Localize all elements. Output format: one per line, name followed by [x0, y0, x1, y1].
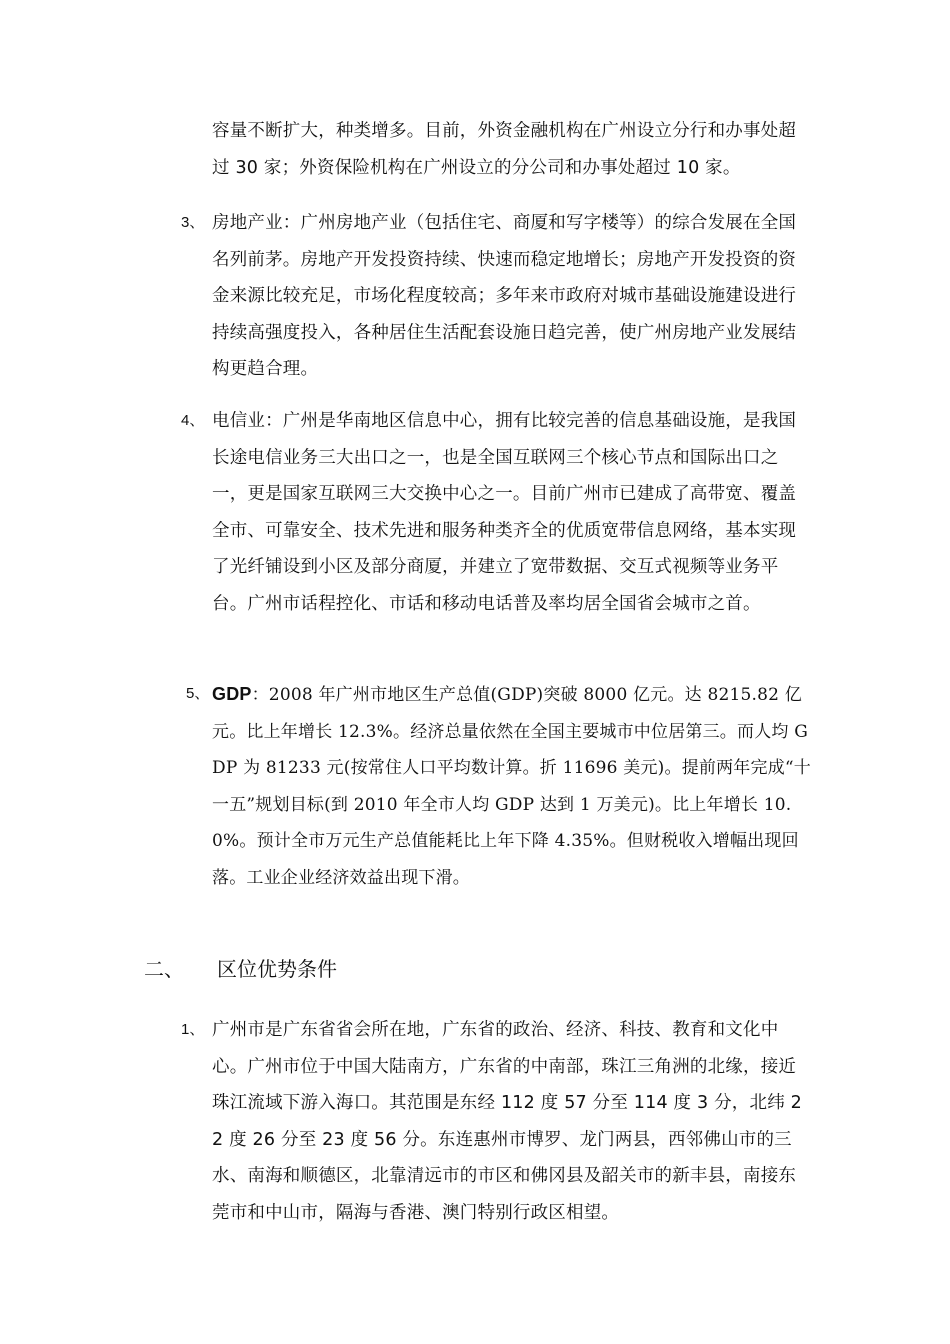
item-number-3: 3、 — [181, 214, 205, 231]
paragraph-gdp — [212, 676, 812, 897]
section-number: 二、 — [144, 957, 184, 981]
paragraph-location: 广州市是广东省省会所在地，广东省的政治、经济、科技、教育和文化中心。广州市位于中国大陆南方，广东省的中南部，珠江三角洲的北缘，接近珠江流域下游入海口。其范围是东经 112 度 57 分至 114 度 3 分，北纬 22 度 26 分至 23 度 56 分。东连惠州市博罗、龙门两县，西邻佛山市的三水、南海和顺德区，北靠清远市的市区和佛冈县及韶关市的新丰县，南接东莞市和中山市，隔海与香港、澳门特别行政区相望。 — [212, 1020, 803, 1223]
paragraph-finance-continued: 容量不断扩大，种类增多。目前，外资金融机构在广州设立分行和办事处超过 30 家；外资保险机构在广州设立的分公司和办事处超过 10 家。 — [212, 121, 797, 178]
item-number-5: 5、 — [186, 685, 210, 702]
gdp-label: GDP — [212, 684, 252, 704]
section-heading: 区位优势条件 — [217, 957, 337, 981]
item-number-1: 1、 — [181, 1021, 205, 1038]
paragraph-real-estate: 房地产业：广州房地产业（包括住宅、商厦和写字楼等）的综合发展在全国名列前茅。房地产开发投资持续、快速而稳定地增长；房地产开发投资的资金来源比较充足，市场化程度较高；多年来市政府对城市基础设施建设进行持续高强度投入，各种居住生活配套设施日趋完善，使广州房地产业发展结构更趋合理。 — [212, 213, 797, 380]
gdp-text: ：2008 年广州市地区生产总值(GDP)突破 8000 亿元。达 8215.82 亿元。比上年增长 12.3%。经济总量依然在全国主要城市中位居第三。而人均 GDP 为 81233 元(按常住人口平均数计算。折 11696 美元)。提前两年完成“十一五”规划目标(到 2010 年全市人均 GDP 达到 1 万美元)。比上年增长 10.0%。预计全市万元生产总值能耗比上年下降 4.35%。但财税收入增幅出现回落。工业企业经济效益出现下滑。 — [212, 685, 812, 888]
item-number-4: 4、 — [181, 412, 205, 429]
paragraph-telecom: 电信业：广州是华南地区信息中心，拥有比较完善的信息基础设施，是我国长途电信业务三大出口之一，也是全国互联网三个核心节点和国际出口之一，更是国家互联网三大交换中心之一。目前广州市已建成了高带宽、覆盖全市、可靠安全、技术先进和服务种类齐全的优质宽带信息网络，基本实现了光纤铺设到小区及部分商厦，并建立了宽带数据、交互式视频等业务平台。广州市话程控化、市话和移动电话普及率均居全国省会城市之首。 — [212, 411, 797, 614]
